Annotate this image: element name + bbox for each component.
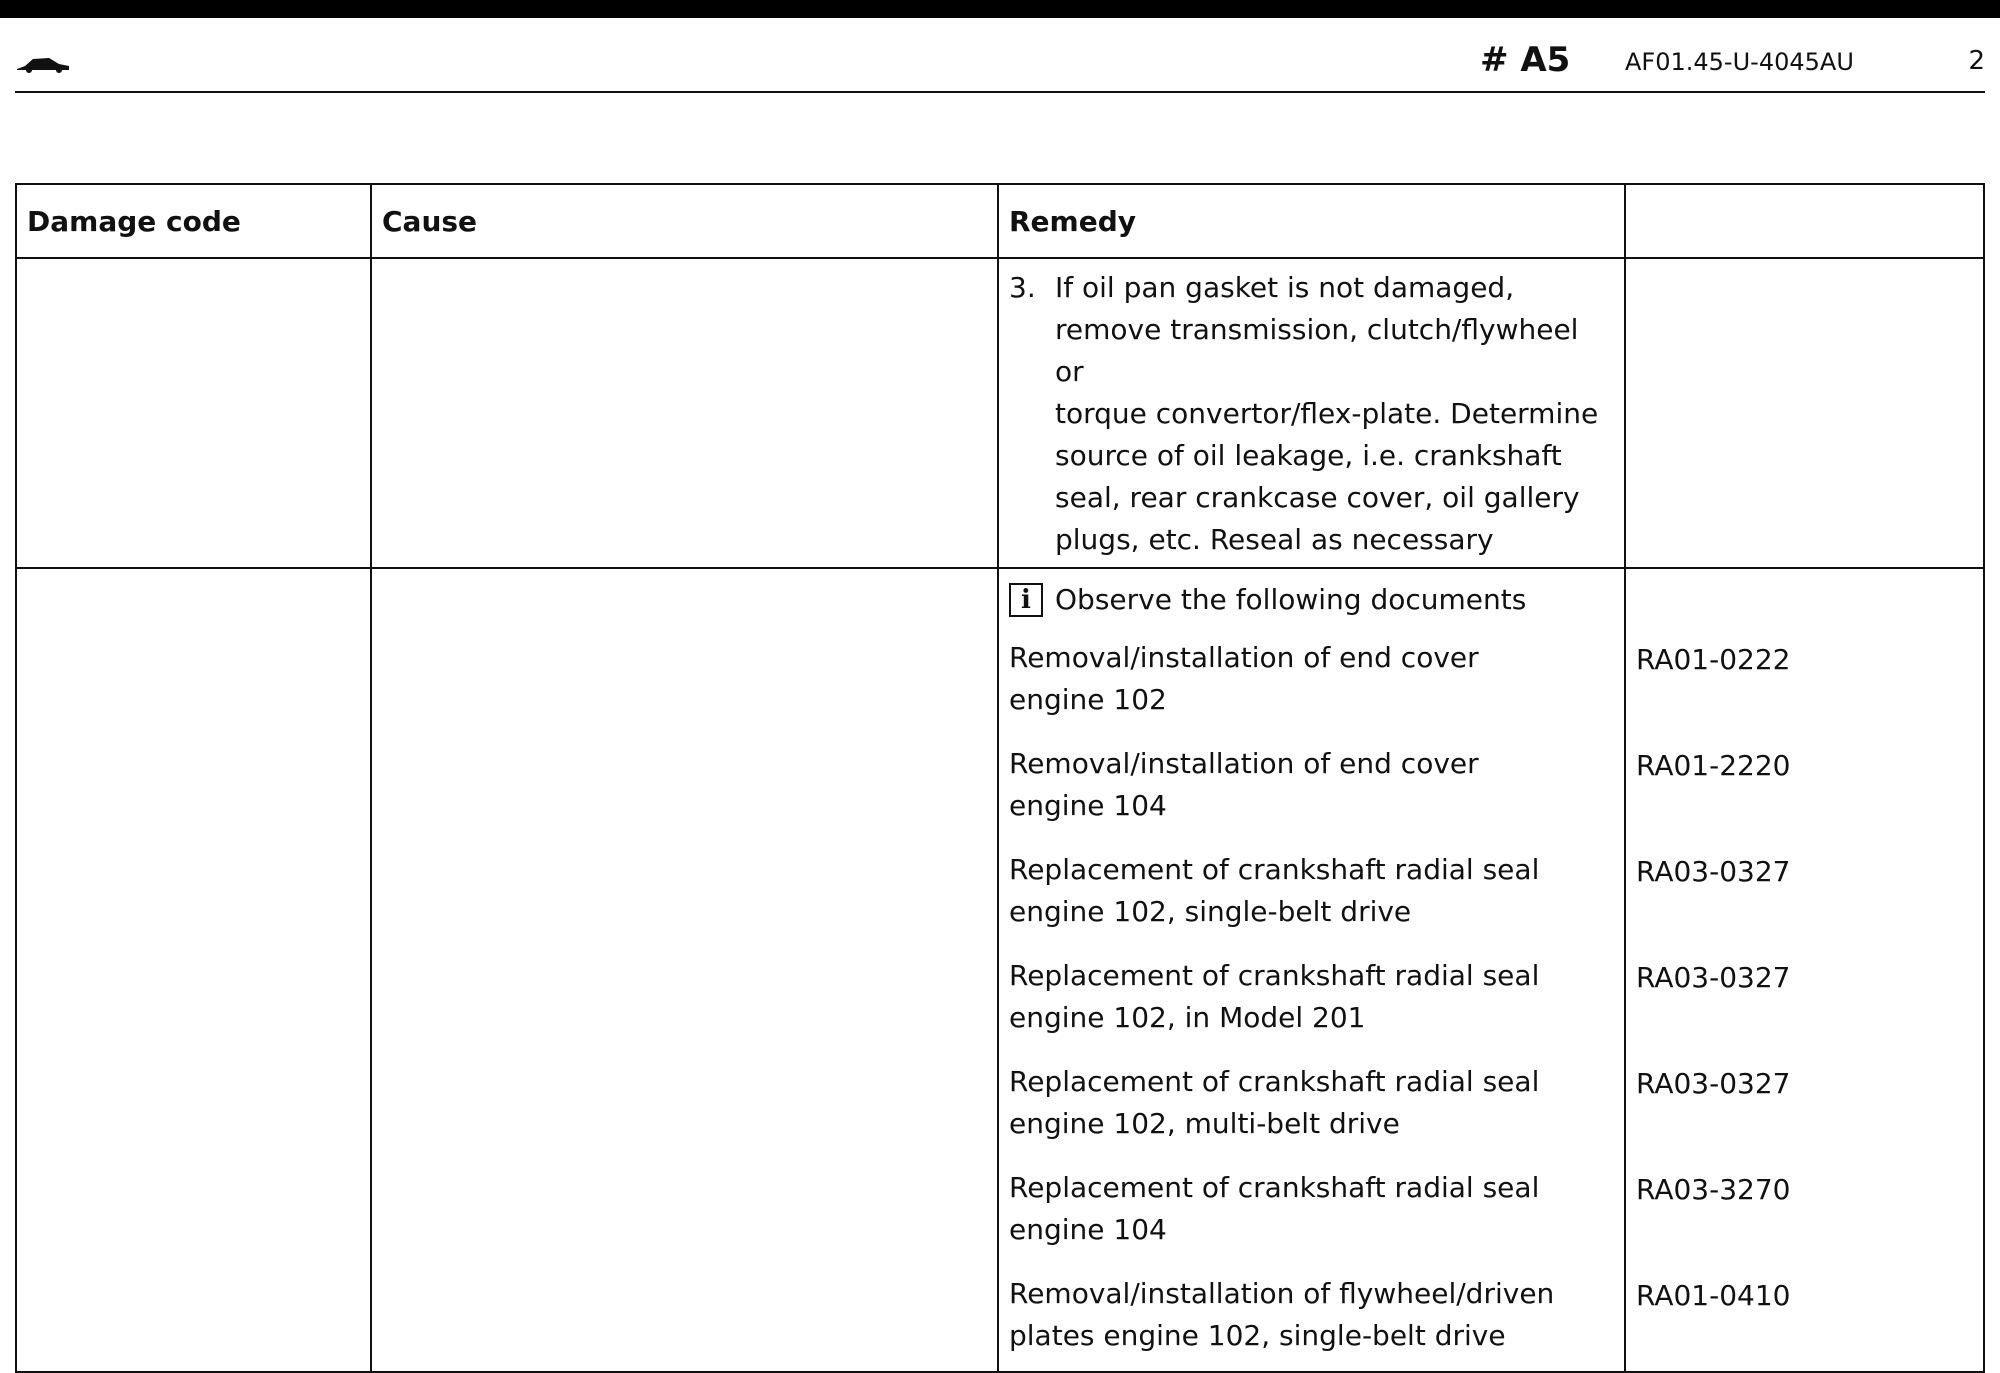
page-number: 2	[1968, 46, 1985, 76]
reference-cell	[1625, 258, 1984, 568]
table-row	[16, 568, 1984, 1372]
top-bar	[0, 0, 2000, 18]
remedy-step	[1009, 267, 1614, 561]
reference-documents-cell	[1625, 568, 1984, 1372]
header-rule	[15, 91, 1985, 93]
document-title: Replacement of crankshaft radial seal engine 104	[1009, 1171, 1540, 1246]
damage-code-cell	[16, 258, 371, 568]
document-reference: RA03-0327	[1636, 961, 1791, 994]
car-icon	[15, 53, 71, 75]
remedy-cell	[998, 258, 1625, 568]
info-icon: i	[1009, 583, 1043, 617]
observe-text: Observe the following documents	[1055, 583, 1527, 616]
header-remedy: Remedy	[998, 184, 1625, 258]
step-line: plugs, etc. Reseal as necessary	[1055, 523, 1494, 556]
damage-code-cell	[16, 568, 371, 1372]
document-reference: RA03-0327	[1636, 1067, 1791, 1100]
observe-note	[999, 569, 1624, 627]
step-text	[1055, 267, 1614, 561]
document-title: Replacement of crankshaft radial seal engine 102, in Model 201	[1009, 959, 1540, 1034]
step-line: If oil pan gasket is not damaged,	[1055, 271, 1515, 304]
document-title: Replacement of crankshaft radial seal engine 102, multi-belt drive	[1009, 1065, 1540, 1140]
cause-cell	[371, 258, 998, 568]
document-reference: RA01-2220	[1636, 749, 1791, 782]
table-header-row	[16, 184, 1984, 258]
header-damage-code: Damage code	[16, 184, 371, 258]
document-title: Removal/installation of flywheel/driven plates engine 102, single-belt drive	[1009, 1277, 1555, 1352]
document-title: Removal/installation of end cover engine 102	[1009, 641, 1479, 716]
page-header	[15, 30, 1985, 94]
document-reference: RA03-3270	[1636, 1173, 1791, 1206]
document-number: AF01.45-U-4045AU	[1625, 48, 1854, 76]
step-line: remove transmission, clutch/flywheel or	[1055, 313, 1579, 388]
document-reference: RA03-0327	[1636, 855, 1791, 888]
header-cause: Cause	[371, 184, 998, 258]
document-reference: RA01-0222	[1636, 643, 1791, 676]
remedy-documents-cell	[998, 568, 1625, 1372]
cause-cell	[371, 568, 998, 1372]
document-title: Removal/installation of end cover engine 104	[1009, 747, 1479, 822]
step-line: source of oil leakage, i.e. crankshaft	[1055, 439, 1562, 472]
document-title: Replacement of crankshaft radial seal engine 102, single-belt drive	[1009, 853, 1540, 928]
table-row	[16, 258, 1984, 568]
document-reference: RA01-0410	[1636, 1279, 1791, 1312]
step-line: torque convertor/flex-plate. Determine	[1055, 397, 1599, 430]
header-reference	[1625, 184, 1984, 258]
damage-table	[15, 183, 1985, 1373]
section-code: # A5	[1480, 40, 1571, 80]
step-line: seal, rear crankcase cover, oil gallery	[1055, 481, 1580, 514]
step-number: 3.	[1009, 271, 1036, 304]
